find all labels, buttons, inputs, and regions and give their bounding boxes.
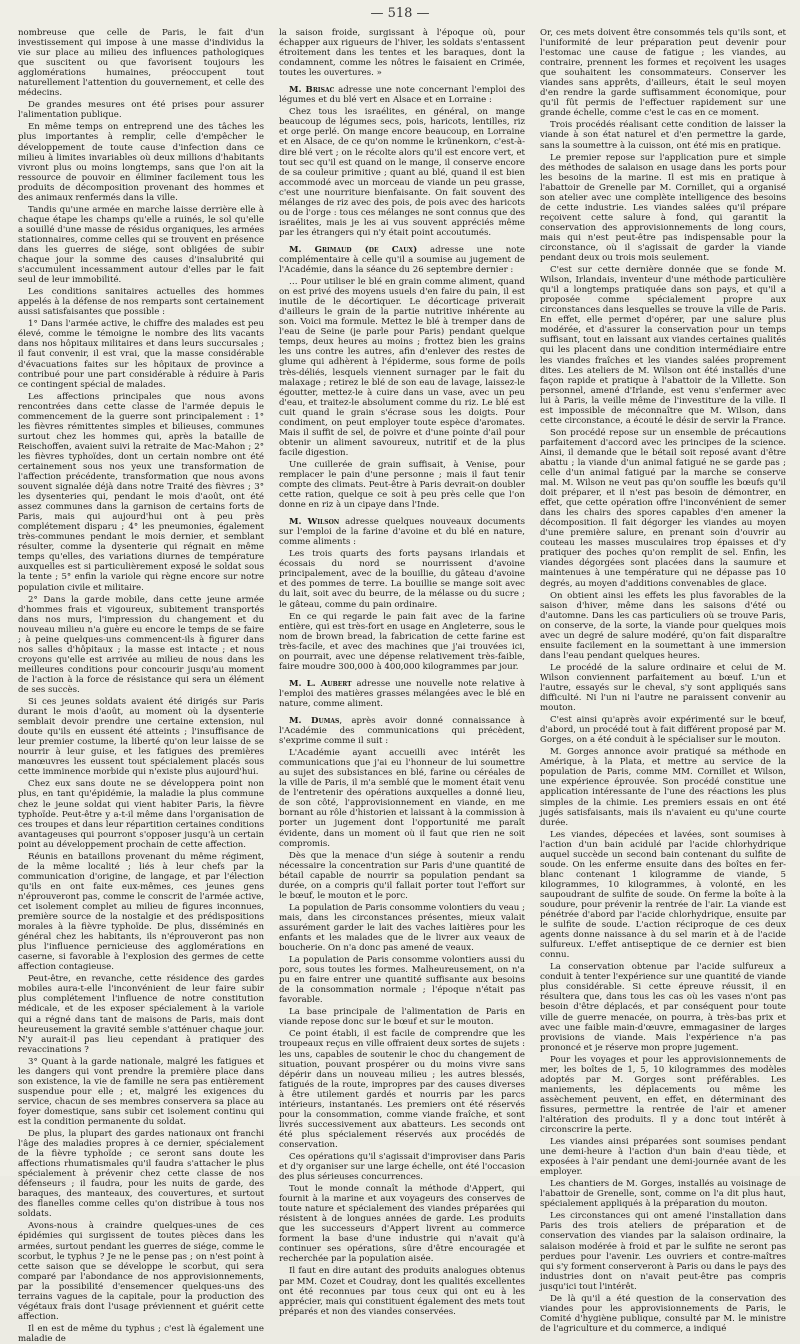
paragraph — [540, 1055, 786, 1135]
page-number: — 518 — — [370, 6, 430, 21]
paragraph — [279, 748, 525, 848]
paragraph: Tandis qu'une armée en marche laisse derrière elle à chaque étape les champs qu'elle a ruinés, le sol qu'elle a souillé d'une masse de résidus organiques, les armées stationnaires, comme celles qui se trouvent en présence dans les guerres de siége, sont obligées de subir chaque jour la somme des causes d'insalubrité qui s'accumulent incessamment autour d'elles par le fait seul de leur immobilité. — [18, 204, 264, 286]
paragraph-text: En ce qui regarde le pain fait avec de la farine entière, qui est très-fort en usage en Angleterre, sous le nom de brown bread, la fabrication de cette farine est très-facile, et avec des machines que j'ai trouvées ici, on pourrait, avec une dépense relativement très-faible, faire moudre 300,000 à 400,000 kilogrammes par jour. — [279, 611, 525, 672]
paragraph — [540, 591, 786, 661]
paragraph — [540, 1211, 786, 1291]
paragraph: 1° Dans l'armée active, le chiffre des malades est peu élevé, comme le témoigne le nombre des lits vacants dans nos hôpitaux militaires et dans leurs succursales ; il faut convenir, il est vrai, que la masse considérable d'évacuations faites sur les hôpitaux de province a contribué pour une part considérable à réduire à Paris ce contingent spécial de malades. — [18, 319, 264, 390]
paragraph — [540, 1137, 786, 1177]
paragraph-text: La population de Paris consomme volontiers du veau ; mais, dans les circonstances présentes, mieux valait assurément garder le lait des vaches laitières pour les enfants et les malades que de le livrer aux veaux de boucherie. On n'a donc pas amené de veaux. — [279, 902, 525, 954]
paragraph-text: , après avoir donné connaissance à l'Académie des communications qui précèdent, s'exprime comme il suit : — [279, 716, 526, 747]
paragraph-text: adresse une note concernant l'emploi des légumes et du blé vert en Alsace et en Lorraine : — [279, 85, 525, 106]
paragraph: En même temps on entreprend une des tâches les plus importantes à remplir, celle d'empêcher le développement de toute cause d'infection dans ce milieu à limites invariables où deux millions d'habitants vivront plus ou moins longtemps, sans que l'on ait la ressource de pouvoir en éliminer facilement tous les produits de décomposition provenant des hommes et des animaux renfermés dans la ville. — [18, 122, 264, 203]
paragraph: De grandes mesures ont été prises pour assurer l'alimentation publique. — [18, 100, 264, 121]
paragraph — [540, 1179, 786, 1209]
speaker-name: M. Dumas — [289, 716, 340, 726]
paragraph-text: De là qu'il a été question de la conservation des viandes pour les approvisionnements de Paris, le Comité d'hygiène publique, consulté par M. le ministre de l'agriculture et du commerce, a indiqué — [540, 1293, 786, 1334]
paragraph-text: adresse une nouvelle note relative à l'emploi des matières grasses mélangées avec le blé en nature, comme aliment. — [279, 678, 525, 709]
paragraph: De plus, la plupart des gardes nationaux ont franchi l'âge des maladies propres à ce dernier, spécialement de la fièvre typhoïde ; ce seront sans doute les affections rhumatismales qu'il faudra s'attacher le plus spécialement à prévenir chez cette classe de nos défenseurs ; il faudra, pour les nuits de garde, des baraques, des manteaux, des couvertures, et surtout des flanelles comme celles qu'on distribue à tous nos soldats. — [18, 1129, 264, 1220]
column-right — [540, 28, 786, 1334]
paragraph-text: Le procédé de la salure ordinaire et celui de M. Wilson conviennent parfaitement au bœuf. L'un et l'autre, essayés sur le cheval, s'y sont appliqués sans difficulté. Ni l'un ni l'autre ne paraissent convenir au mouton. — [540, 662, 786, 714]
paragraph — [279, 1184, 525, 1264]
paragraph: Avons-nous à craindre quelques-unes de ces épidémies qui surgissent de toutes pièces dans les armées, surtout pendant les guerres de siége, comme le scorbut, le typhus ? Je ne le pense pas ; on n'est point à cette saison que se développe le scorbut, qui sera comparé par l'abondance de nos approvisionnements, par la possibilité d'ensemencer quelques-uns des terrains vagues de la capitale, pour la production des végétaux frais dont l'usage préviennent et guérit cette affection. — [18, 1221, 264, 1322]
paragraph — [540, 663, 786, 713]
speaker-name: M. L. Aubert — [289, 678, 352, 689]
paragraph — [540, 715, 786, 745]
paragraph — [279, 245, 525, 275]
speaker-name: M. Wilson — [289, 517, 340, 528]
paragraph — [540, 153, 786, 264]
paragraph: 3° Quant à la garde nationale, malgré les fatigues et les dangers qui vont prendre la première place dans son existence, la vie de famille ne sera pas entièrement suspendue pour elle ; et, malgré les exigences du service, chacun de ses membres conservera sa place au foyer domestique, sans subir cet isolement continu qui est la condition permanente du soldat. — [18, 1056, 264, 1127]
paragraph — [540, 28, 786, 118]
paragraph: Les affections principales que nous avons rencontrées dans cette classe de l'armée depuis le commencement de la guerre sont principalement : 1° les fièvres rémittentes simples et bilieuses, communes surtout chez les hommes qui, après la bataille de Reischoffen, avaient suivi la retraite de Mac-Mahon ; 2° les fièvres typhoïdes, dont un certain nombre ont été certainement sous nos yeux une transformation de l'affection précédente, transformation que nous avons souvent signalée déjà dans notre Traité des fièvres ; 3° les dysenteries qui, pendant le mois d'août, ont été assez communes dans la garnison de certains forts de Paris, mais qui aujourd'hui ont à peu près complétement disparu ; 4° les pneumonies, également très-communes pendant le mois dernier, et semblant résulter, comme la dysenterie qui régnait en même temps qu'elles, des variations diurnes de température auxquelles est si particulièrement exposé le soldat sous la tente ; 5° enfin la variole qui règne encore sur notre population civile et militaire. — [18, 391, 264, 593]
paragraph: Il en est de même du typhus ; c'est là également une maladie de — [18, 1323, 264, 1344]
paragraph: nombreuse que celle de Paris, le fait d'un investissement qui impose à une masse d'individus la vie sur place au milieu des influences pathologiques que suscitent ou que favorisent toujours les agglomérations humaines, préoccupent tout naturellement l'attention du gouvernement, et celle des médecins. — [18, 28, 264, 99]
paragraph — [540, 428, 786, 589]
paragraph: 2° Dans la garde mobile, dans cette jeune armée d'hommes frais et vigoureux, subitement transportés dans nos murs, l'impression du changement et du nouveau milieu n'a guère eu encore le temps de se faire ; à peine quelques-uns commencent-ils à figurer dans nos salles d'hôpitaux ; la masse est intacte ; et nous croyons qu'elle est arrivée au milieu de nous dans les meilleures conditions pour concourir jusqu'au moment de l'action à la force de résistance qui sera un élément de ses succès. — [18, 594, 264, 695]
paragraph-text: … Pour utiliser le blé en grain comme aliment, quand on est privé des moyens usuels d'en faire du pain, il est inutile de le décortiquer. Le décorticage priverait d'ailleurs le grain de la partie nutritive inhérente au son. Voici ma formule. Mettez le blé à tremper dans de l'eau de Seine (je parle pour Paris) pendant quelque temps, deux heures au moins ; frottez bien les grains les uns contre les autres, afin d'enlever des restes de glume qui adhèrent à l'épiderme, sous forme de poils très-déliés, lesquels viennent surnager par le fait du malaxage ; retirez le blé de son eau de lavage, laissez-le égoutter, mettez-le à cuire dans un vase, avec un peu d'eau, et traitez-le absolument comme du riz. Le blé est cuit quand le grain s'écrase sous les doigts. Pour condiment, on peut employer toute espèce d'aromates. Mais il suffit de sel, de poivre et d'une pointe d'ail pour obtenir un aliment savoureux, nutritif et de la plus facile digestion. — [279, 277, 525, 458]
paragraph: Chez eux sans doute ne se développera point non plus, en tant qu'épidémie, la maladie la plus commune chez le jeune soldat qui vient habiter Paris, la fièvre typhoïde. Peut-être y a-t-il même dans l'organisation de ces troupes et dans leur répartition certaines conditions avantageuses qui pourront s'opposer jusqu'à un certain point au développement prochain de cette affection. — [18, 779, 264, 850]
paragraph-text: Le premier repose sur l'application pure et simple des méthodes de salaison en usage dans les ports pour les besoins de la marine. Il est mis en pratique à l'abattoir de Grenelle par M. Cornillet, qui a organisé son atelier avec une complète intelligence des besoins de cette industrie. Les viandes salées qu'il prépare reçoivent cette salure à fond, qui garantit la conservation des approvisionnements de long cours, mais qui n'est peut-être pas indispensable pour la circonstance, où il s'agissait de garder la viande pendant deux ou trois mois seulement. — [540, 152, 786, 264]
paragraph — [279, 1152, 525, 1182]
paragraph-text: La base principale de l'alimentation de Paris en viande repose donc sur le bœuf et sur le mouton. — [279, 1007, 525, 1028]
paragraph — [279, 549, 525, 609]
paragraph-text: Les chantiers de M. Gorges, installés au voisinage de l'abattoir de Grenelle, sont, comme on l'a dit plus haut, spécialement appliqués à la préparation du mouton. — [540, 1179, 786, 1210]
paragraph — [279, 1266, 525, 1316]
paragraph — [279, 1007, 525, 1027]
paragraph — [279, 955, 525, 1005]
paragraph-text: Son procédé repose sur un ensemble de précautions parfaitement d'accord avec les principes de la science. Ainsi, il demande que le bétail soit reposé avant d'être abattu ; la viande d'un animal fatigué ne se garde pas ; celle d'un animal fatigué par la marche se conserve mal. M. Wilson ne veut pas qu'on souffle les bœufs qu'il doit préparer, et il n'est pas besoin de démontrer, en effet, que cette opération offre l'inconvénient de semer dans les chairs des spores capables d'en amener la décomposition. Il fait dégorger les viandes au moyen d'une première salure, en prenant soin d'ouvrir au couteau les masses musculaires trop épaisses et d'y pratiquer des poches qu'on remplit de sel. Enfin, les viandes dégorgées sont placées dans la saumure et maintenues à une température qui ne dépasse pas 10 degrés, au moyen d'additions convenables de glace. — [540, 427, 786, 589]
paragraph — [540, 962, 786, 1052]
paragraph-text: C'est sur cette dernière donnée que se fonde M. Wilson, Irlandais, inventeur d'une méthode particulière qu'il a longtemps pratiquée dans son pays, et qu'il a proposée comme spécialement propre aux circonstances dans lesquelles se trouve la ville de Paris. En effet, elle permet d'opérer, par une salure plus modérée, et d'assurer la conservation pour un temps suffisant, tout en laissant aux viandes certaines qualités qui les placent dans une condition intermédiaire entre les viandes fraîches et les viandes salées proprement dites. Les ateliers de M. Wilson ont été installés d'une façon rapide et pratique à l'abattoir de la Villette. Son personnel, amené d'Irlande, est venu s'enfermer avec lui à Paris, la veille même de l'investiture de la ville. Il est impossible de méconnaître que M. Wilson, dans cette circonstance, a écouté le désir de servir la France. — [540, 265, 786, 426]
paragraph-text: Trois procédés réalisant cette condition de laisser la viande à son état naturel et d'en permettre la garde, sans la soumettre à la cuisson, ont été mis en pratique. — [540, 120, 786, 151]
paragraph: Peut-être, en revanche, cette résidence des gardes mobiles aura-t-elle l'inconvénient de leur faire subir plus complétement l'influence de notre constitution médicale, et de les exposer spécialement à la variole qui a régné dans tant de maisons de Paris, mais dont heureusement la gravité semble s'atténuer chaque jour. N'y aurait-il pas lieu cependant à pratiquer des revaccinations ? — [18, 974, 264, 1055]
paragraph — [279, 851, 525, 901]
speaker-name: M. Brisac — [289, 85, 335, 96]
paragraph — [279, 460, 525, 510]
speaker-name: M. Grimaud (de Caux) — [289, 244, 418, 255]
paragraph — [279, 517, 525, 547]
paragraph — [540, 830, 786, 961]
paragraph — [540, 1294, 786, 1334]
column-left — [18, 28, 264, 1344]
paragraph — [540, 747, 786, 827]
column-middle — [279, 28, 526, 1317]
paragraph-text: Les viandes, dépecées et lavées, sont soumises à l'action d'un bain acidulé par l'acide chlorhydrique auquel succède un second bain contenant du sulfite de soude. On les enferme ensuite dans des boîtes en fer-blanc contenant 1 kilogramme de viande, 5 kilogrammes, 10 kilogrammes, à volonté, en les saupoudrant de sulfite de soude. On ferme la boîte à la soudure, pour prévenir la rentrée de l'air. La viande est pénétrée d'abord par l'acide chlorhydrique, ensuite par le sulfite de soude. L'action réciproque de ces deux agents donne naissance à du sel marin et à de l'acide sulfureux. L'effet antiseptique de ce dernier est bien connu. — [540, 829, 786, 961]
paragraph: Les conditions sanitaires actuelles des hommes appelés à la défense de nos remparts sont certainement aussi satisfaisantes que possible : — [18, 287, 264, 318]
paragraph-text: Ce point établi, il est facile de comprendre que les troupeaux reçus en ville offraient deux sortes de sujets : les uns, capables de soutenir le choc du changement de situation, pouvant prospérer ou du moins vivre sans dépérir dans un nouveau milieu ; les autres blessés, fatigués de la route, impropres par des causes diverses à être utilement gardés et nourris par les parcs intérieurs, instantanés. Les premiers ont été réservés pour la consommation, comme viande fraîche, et sont livrés successivement aux abatteurs. Les seconds ont été plus spécialement réservés aux procédés de conservation. — [279, 1029, 525, 1150]
text-columns — [18, 28, 786, 1344]
paragraph-text: La conservation obtenue par l'acide sulfureux a conduit à tenter l'expérience sur une quantité de viande plus considérable. Si cette épreuve réussit, il en résultera que, dans tous les cas où les vases n'ont pas besoin d'être déplacés, et par conséquent pour toute ville de guerre menacée, on pourra, à très-bas prix et avec une faible main-d'œuvre, emmagasiner de larges provisions de viande. Mais l'expérience n'a pas prononcé et je réserve mon propre jugement. — [540, 962, 786, 1053]
paragraph-text: Les trois quarts des forts paysans irlandais et écossais du nord se nourrissent d'avoine principalement, avec de la bouillie, du gâteau d'avoine et des pommes de terre. La bouillie se mange soit avec du lait, soit avec du beurre, de la mélasse ou du sucre ; le gâteau, comme du pain ordinaire. — [279, 549, 525, 610]
paragraph-text: Ces opérations qu'il s'agissait d'improviser dans Paris et d'y organiser sur une large échelle, ont été l'occasion des plus sérieuses concurrences. — [279, 1151, 525, 1183]
paragraph-text: adresse quelques nouveaux documents sur l'emploi de la farine d'avoine et du blé en nature, comme aliments : — [279, 517, 525, 548]
paragraph — [279, 85, 525, 105]
paragraph — [279, 903, 525, 953]
paragraph-text: Les circonstances qui ont amené l'installation dans Paris des trois ateliers de préparation et de conservation des viandes par la salaison ordinaire, la salaison modérée à froid et par le sulfite ne seront pas perdues pour l'avenir. Les ouvriers et contre-maîtres qui s'y forment conserveront à Paris ou dans le pays des industries dont on n'avait peut-être pas compris jusqu'ici tout l'intérêt. — [540, 1211, 786, 1292]
paragraph-text: adresse une note complémentaire à celle qu'il a soumise au jugement de l'Académie, dans la séance du 26 septembre dernier : — [279, 244, 525, 276]
paragraph-text: Il faut en dire autant des produits analogues obtenus par MM. Cozet et Coudray, dont les qualités excellentes ont été reconnues par tous ceux qui ont eu à les apprécier, mais qui constituent également des mets tout préparés et non des viandes conservées. — [279, 1266, 525, 1317]
paragraph-text: L'Académie ayant accueilli avec intérêt les communications que j'ai eu l'honneur de lui soumettre au sujet des subsistances en blé, farine ou céréales de la ville de Paris, il m'a semblé que le moment était venu de l'entretenir des opérations auxquelles a donné lieu, de son côté, l'approvisionnement en viande, en me bornant au rôle d'historien et laissant à la commission à porter un jugement dont l'opportunité me paraît évidente, dans un moment où il faut que rien ne soit compromis. — [279, 748, 525, 849]
paragraph-text: la saison froide, surgissant à l'époque où, pour échapper aux rigueurs de l'hiver, les soldats s'entassent étroitement dans les tentes et les baraques, dont la condamnent, comme les nôtres le faisaient en Crimée, toutes les ouvertures. » — [279, 28, 525, 79]
paragraph — [279, 1029, 525, 1150]
paragraph — [279, 277, 525, 458]
paragraph-text: C'est ainsi qu'après avoir expérimenté sur le bœuf, d'abord, un procédé tout à fait différent proposé par M. Gorges, on a été conduit à le spécialiser sur le mouton. — [540, 715, 786, 746]
paragraph — [540, 120, 786, 150]
paragraph — [279, 28, 525, 78]
paragraph-text: On obtient ainsi les effets les plus favorables de la saison d'hiver, même dans les saisons d'été ou d'automne. Dans les cas particuliers où se trouve Paris, on conserve, de la sorte, la viande pour quelques mois avec un degré de salure modéré, qu'on fait disparaître ensuite facilement en la soumettant à une immersion dans l'eau pendant quelques heures. — [540, 590, 786, 661]
paragraph-text: M. Gorges annonce avoir pratiqué sa méthode en Amérique, à la Plata, et mettre au service de la population de Paris, comme MM. Cornillet et Wilson, une expérience éprouvée. Son procédé constitue une application intéressante de l'une des réactions les plus simples de la chimie. Les premiers essais en ont été jugés satisfaisants, mais ils n'avaient eu qu'une courte durée. — [540, 747, 786, 828]
paragraph-text: Les viandes ainsi préparées sont soumises pendant une demi-heure à l'action d'un bain d'eau tiède, et exposées à l'air pendant une demi-journée avant de les employer. — [540, 1137, 786, 1178]
paragraph — [279, 716, 525, 746]
paragraph: Réunis en bataillons provenant du même régiment, de la même localité ; liés à leur chefs par la communication d'origine, de langage, et par l'élection qu'ils en ont faite eux-mêmes, ces jeunes gens n'éprouveront pas, comme le conscrit de l'armée active, cet isolement complet au milieu de figures inconnues, première source de la nostalgie et des prédispositions morales à la fièvre typhoïde. De plus, disséminés en général chez les habitants, ils n'éprouveront pas non plus l'influence pernicieuse des agglomérations en caserne, si favorable à l'explosion des germes de cette affection contagieuse. — [18, 851, 264, 973]
paragraph-text: Tout le monde connaît la méthode d'Appert, qui fournit à la marine et aux voyageurs des conserves de toute nature et spécialement des viandes préparées qui résistent à de longues années de garde. Les produits que les successeurs d'Appert livrent au commerce forment la base d'une industrie qui n'avait qu'à continuer ses opérations, sûre d'être encouragée et recherchée par la population aisée. — [279, 1184, 525, 1265]
paragraph — [279, 612, 525, 672]
paragraph-text: Dès que la menace d'un siége à soutenir a rendu nécessaire la concentration sur Paris d'une quantité de bétail capable de nourrir sa population pendant sa durée, on a compris qu'il fallait porter tout l'effort sur le bœuf, le mouton et le porc. — [279, 850, 525, 901]
paragraph-text: Chez tous les israélites, en général, on mange beaucoup de légumes secs, pois, haricots, lentilles, riz et orge perlé. On mange encore beaucoup, en Lorraine et en Alsace, de ce qu'on nomme le krünenkorn, c'est-à-dire blé vert ; on le récolte alors qu'il est encore vert, et tout sec qu'il est quand on le mange, il conserve encore de sa couleur primitive ; quant au blé, quand il est bien accommodé avec un morceau de viande un peu grasse, c'est une nourriture bienfaisante. On fait souvent des mélanges de riz avec des pois, de pois avec des haricots ou de l'orge : tous ces mélanges ne sont connus que des israélites, mais je les ai vus souvent appréciés même par les étrangers qui n'y était point accoutumés. — [279, 107, 525, 238]
paragraph-text: Une cuillerée de grain suffisait, à Venise, pour remplacer le pain d'une personne ; mais il faut tenir compte des climats. Peut-être à Paris devrait-on doubler cette ration, quelque ce soit à peu près celle que l'on donne en riz à un cipaye dans l'Inde. — [279, 459, 525, 511]
paragraph — [279, 679, 525, 709]
paragraph-text: La population de Paris consomme volontiers aussi du porc, sous toutes les formes. Malheureusement, on n'a pu en faire entrer une quantité suffisante aux besoins de la consommation normale ; l'époque n'était pas favorable. — [279, 955, 525, 1006]
paragraph-text: Or, ces mets doivent être consommés tels qu'ils sont, et l'uniformité de leur préparation peut devenir pour l'estomac une cause de fatigue ; les viandes, au contraire, prennent les formes et reçoivent les usages que souhaitent les consommateurs. Conserver les viandes sans apprêts, d'ailleurs, était le seul moyen d'en rendre la garde suffisamment économique, pour qu'il fût permis de l'effectuer rapidement sur une grande échelle, comme c'est le cas en ce moment. — [540, 28, 786, 119]
paragraph — [540, 265, 786, 426]
paragraph: Si ces jeunes soldats avaient été dirigés sur Paris durant le mois d'août, au moment où la dysenterie semblait devoir prendre une certaine extension, nul doute qu'ils en eussent été atteints ; l'insuffisance de leur premier costume, la liberté qu'on leur laisse de se nourrir à leur guise, et les fatigues des premières manœuvres les eussent tout spécialement placés sous cette imminence morbide qui n'existe plus aujourd'hui. — [18, 697, 264, 778]
paragraph-text: Pour les voyages et pour les approvisionnements de mer, les boîtes de 1, 5, 10 kilogrammes des modèles adoptés par M. Gorges sont préférables. Les maniements, les déplacements ou même les assèchement peuvent, en effet, en déterminant des fissures, permettre la rentrée de l'air et amener l'altération des produits. Il y a donc tout intérêt à circonscrire la perte. — [540, 1054, 786, 1136]
paragraph — [279, 107, 525, 238]
